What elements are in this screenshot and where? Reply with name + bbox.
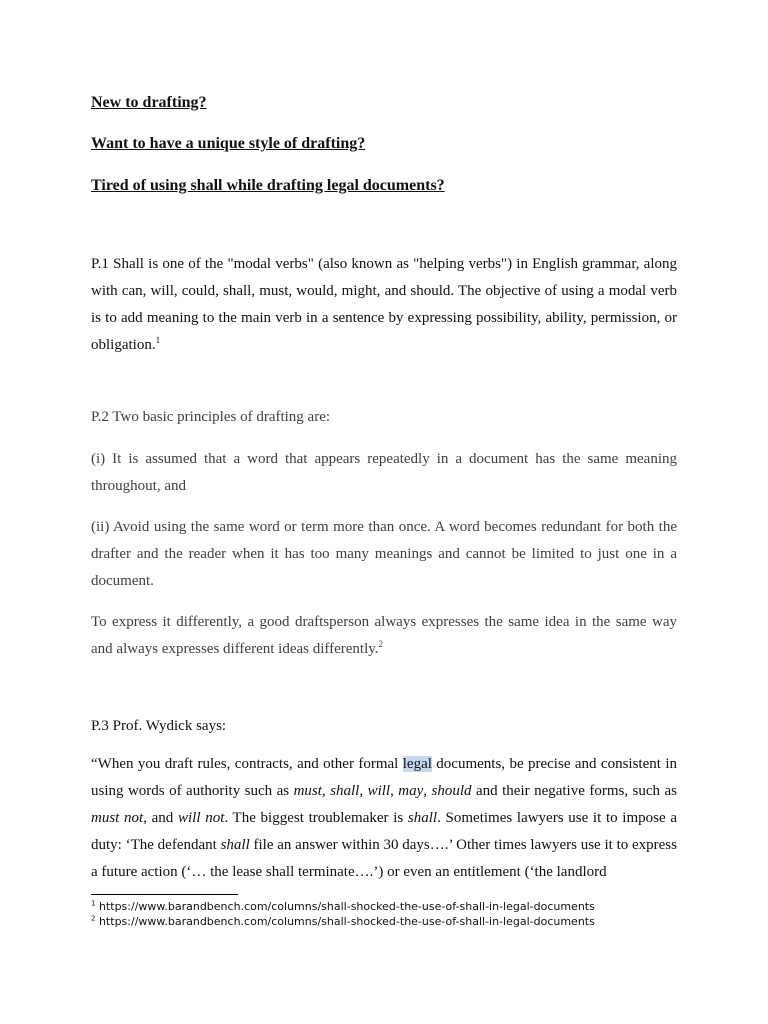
italic-term: will not bbox=[178, 810, 225, 826]
heading-tired-of-shall: Tired of using shall while drafting legal documents? bbox=[91, 177, 445, 194]
paragraph-p2-item-2: (ii) Avoid using the same word or term more than once. A word becomes redundant for both the drafter and the reader when it has too many meanings and cannot be limited to just one in a document. bbox=[91, 519, 677, 589]
italic-term: shall bbox=[220, 837, 250, 853]
quote-text: and their negative forms, such as bbox=[471, 783, 678, 799]
footnote-separator bbox=[91, 894, 238, 895]
italic-term: must bbox=[293, 783, 322, 799]
footnote-link[interactable]: https://www.barandbench.com/columns/shall-shocked-the-use-of-shall-in-legal-documents bbox=[95, 915, 595, 928]
paragraph-p1 bbox=[91, 251, 677, 359]
paragraph-p3-quote bbox=[91, 751, 677, 886]
italic-term: must not bbox=[91, 810, 144, 826]
paragraph-p2-summary-text: To express it differently, a good draftsperson always expresses the same idea in the same way and always expresses different ideas differently. bbox=[91, 614, 677, 657]
quote-text: “When you draft rules, contracts, and other formal bbox=[91, 756, 403, 772]
paragraph-p3-intro: P.3 Prof. Wydick says: bbox=[91, 718, 227, 734]
quote-text: , bbox=[423, 783, 432, 799]
footnote-link[interactable]: https://www.barandbench.com/columns/shall-shocked-the-use-of-shall-in-legal-documents bbox=[95, 900, 595, 913]
quote-text: , bbox=[359, 783, 368, 799]
quote-text: . The biggest troublemaker is bbox=[224, 810, 408, 826]
selected-word-highlight[interactable]: legal bbox=[402, 756, 432, 772]
heading-new-to-drafting: New to drafting? bbox=[91, 94, 207, 111]
footnote-ref-2[interactable]: 2 bbox=[378, 639, 384, 649]
italic-term: will bbox=[367, 783, 391, 799]
paragraph-p2-intro: P.2 Two basic principles of drafting are: bbox=[91, 409, 331, 425]
italic-term: may bbox=[398, 783, 424, 799]
quote-text: , bbox=[390, 783, 399, 799]
footnote-ref-1[interactable]: 1 bbox=[155, 335, 161, 345]
footnote-number: 2 bbox=[91, 914, 96, 923]
quote-text: file an answer within 30 days….’ Other times lawyers use it to express a future action (‘… the lease shall terminate….’) or even an entitlement (‘the landlord bbox=[91, 837, 677, 880]
footnote-number: 1 bbox=[91, 899, 96, 908]
italic-term: shall bbox=[330, 783, 360, 799]
quote-text: documents, be precise and consistent in using words of authority such as bbox=[91, 756, 677, 799]
paragraph-p2-item-1: (i) It is assumed that a word that appears repeatedly in a document has the same meaning throughout, and bbox=[91, 451, 677, 494]
heading-unique-style: Want to have a unique style of drafting? bbox=[91, 135, 366, 152]
footnote-1 bbox=[91, 899, 595, 914]
paragraph-p2-summary bbox=[91, 609, 677, 663]
quote-text: , and bbox=[143, 810, 178, 826]
italic-term: shall bbox=[407, 810, 438, 826]
quote-text: . Sometimes lawyers use it to impose a duty: ‘The defendant bbox=[91, 810, 677, 853]
italic-term: should bbox=[431, 783, 472, 799]
paragraph-p1-text: P.1 Shall is one of the "modal verbs" (also known as "helping verbs") in English grammar, along with can, will, could, shall, must, would, might, and should. The objective of using a modal verb is to add meaning to the main verb in a sentence by expressing possibility, ability, permission, or obligation. bbox=[91, 256, 677, 353]
footnote-2 bbox=[91, 914, 595, 929]
quote-text: , bbox=[321, 783, 331, 799]
